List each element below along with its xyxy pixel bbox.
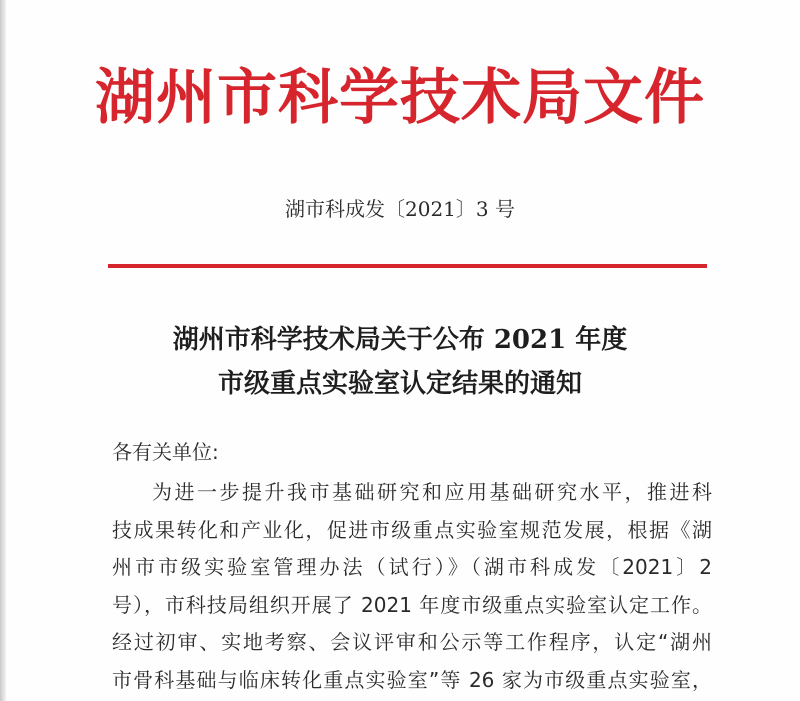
notice-title-line-1: 湖州市科学技术局关于公布 2021 年度 — [172, 325, 628, 355]
issuing-authority-header: 湖州市科学技术局文件 — [95, 63, 705, 133]
red-separator-line — [108, 264, 707, 268]
body-line: 技成果转化和产业化，促进市级重点实验室规范发展，根据《湖 — [112, 517, 712, 542]
body-line: 经过初审、实地考察、会议评审和公示等工作程序，认定“湖州 — [112, 630, 712, 654]
salutation: 各有关单位: — [112, 440, 219, 464]
document-number: 湖市科成发〔2021〕3 号 — [285, 197, 515, 221]
notice-title — [0, 318, 800, 406]
body-line: 州市市级实验室管理办法（试行）》（湖市科成发〔2021〕2 — [112, 555, 712, 579]
body-line: 为进一步提升我市基础研究和应用基础研究水平，推进科 — [152, 480, 712, 504]
notice-title-line-2: 市级重点实验室认定结果的通知 — [217, 369, 582, 399]
notice-body — [112, 474, 712, 699]
body-line: 号），市科技局组织开展了 2021 年度市级重点实验室认定工作。 — [112, 592, 712, 617]
body-line: 市骨科基础与临床转化重点实验室”等 26 家为市级重点实验室， — [112, 667, 712, 692]
